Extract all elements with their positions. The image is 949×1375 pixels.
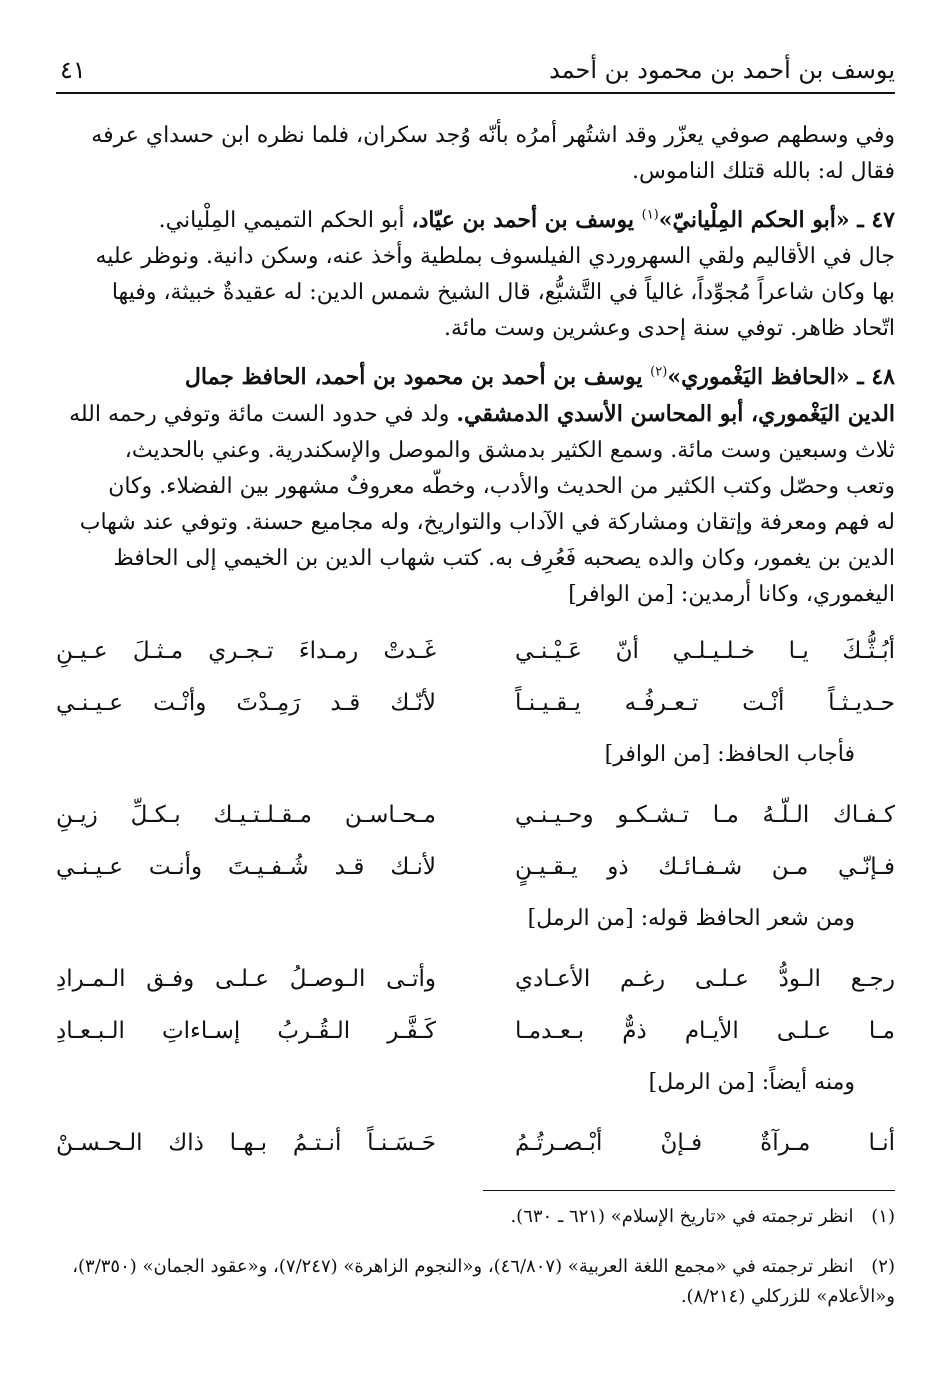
verse-first-hemistich: مـا عـلـى الأيـام ذمٌّ بـعـدمـا <box>515 1018 895 1044</box>
footnote-number: (١) <box>871 1206 895 1227</box>
opening-paragraph <box>56 118 895 190</box>
poem-1 <box>56 625 895 729</box>
verse <box>56 625 895 677</box>
footnote-text: انظر ترجمته في «مجمع اللغة العربية» (٤٦/٨٠٧)، و«النجوم الزاهرة» (٧/٢٤٧)، و«عقود الجمان» (٣/٣٥٠)، و«الأعلام» للزركلي (٨/٢١٤). <box>72 1256 895 1307</box>
entry-47-name: يوسف بن أحمد بن عيّاد، <box>411 207 642 233</box>
entry-48-name: يوسف بن أحمد بن محمود بن أحمد، الحافظ جمال <box>184 364 651 390</box>
entry-47 <box>56 202 895 347</box>
running-title: يوسف بن أحمد بن محمود بن أحمد <box>549 56 895 84</box>
text-line: بها وكان شاعراً مُجوِّداً، غالياً في التَّشيُّع، قال الشيخ شمس الدين: له عقيدةٌ خبيثة، وفيها <box>111 280 895 305</box>
entry-48-heading <box>56 359 895 396</box>
verse-second-hemistich: مـحـاسـن مـقـلـتـيـك بـكـلِّ زيـنِ <box>56 802 436 828</box>
text-line: وتعب وحصّل وكتب الكثير من الحديث والأدب، وخطّه معروفٌ مشهور بين الفضلاء. وكان <box>108 474 895 499</box>
main-text <box>56 118 895 1169</box>
text-line <box>56 396 895 433</box>
verse-second-hemistich: لأنـك قـد شُـفـيـتَ وأنـت عـيـنـي <box>56 854 436 880</box>
entry-47-kunya: أبو الحكم التميمي المِلْياني. <box>158 208 412 233</box>
verse <box>56 1117 895 1169</box>
verse-first-hemistich: فـإنّـي مـن شـفـائـك ذو يـقـيـنٍ <box>515 854 895 880</box>
entry-47-title: ٤٧ ـ «أبو الحكم المِلْيانيّ» <box>658 207 895 233</box>
footnotes <box>56 1186 895 1332</box>
footnote-ref-2[interactable]: (٢) <box>650 364 668 380</box>
text-line: ثلاث وسبعين وست مائة. وسمع الكثير بدمشق والموصل والإسكندرية. وعني بالحديث، <box>124 438 895 463</box>
text-line: اتّحاد ظاهر. توفي سنة إحدى وعشرين وست مائة. <box>444 316 895 341</box>
footnote-ref-1[interactable]: (١) <box>641 207 659 223</box>
text-line: جال في الأقاليم ولقي السهروردي الفيلسوف بملطية وأخذ عنه، وسكن دانية. ونوظر عليه <box>95 244 895 269</box>
footnote-1 <box>56 1202 895 1232</box>
poem-intro: ومن شعر الحافظ قوله: [من الرمل] <box>527 906 855 931</box>
footnote-text: انظر ترجمته في «تاريخ الإسلام» (٦٢١ ـ ٦٣٠). <box>510 1206 854 1227</box>
verse-second-hemistich: حَـسَـنـاً أنـتـمُ بـهـا ذاك الـحـسـنْ <box>56 1130 436 1156</box>
poem-intro: ومنه أيضاً: [من الرمل] <box>648 1070 855 1095</box>
poem-4 <box>56 1065 895 1169</box>
footnote-2 <box>56 1252 895 1312</box>
entry-48 <box>56 359 895 613</box>
verse-second-hemistich: كَـفَّـر الـقُـربُ إسـاءاتِ الـبـعـادِ <box>56 1018 436 1044</box>
entry-48-title: ٤٨ ـ «الحافظ اليَغْموري» <box>667 364 895 390</box>
poem-3 <box>56 901 895 1057</box>
verse-first-hemistich: أبُـثُّـكَ يـا خـلـيـلـي أنّ عَـيْـنـي <box>515 638 895 664</box>
text-line: فقال له: بالله قتلك الناموس. <box>632 159 895 184</box>
poem-intro: فأجاب الحافظ: [من الوافر] <box>604 742 855 767</box>
text-line: له فهم ومعرفة وإتقان ومشاركة في الآداب والتواريخ، وله مجاميع حسنة. وتوفي عند شهاب <box>79 510 895 535</box>
entry-48-birth: ولد في حدود الست مائة وتوفي رحمه الله <box>69 402 457 427</box>
verse-second-hemistich: غَـدتْ رمـداءَ تـجـري مـثـلَ عـيـنِ <box>56 638 436 664</box>
verse <box>56 953 895 1005</box>
verse <box>56 841 895 893</box>
entry-48-name-cont: الدين اليَغْموري، أبو المحاسن الأسدي الدمشقي. <box>456 401 895 427</box>
text-line: وفي وسطهم صوفي يعزّر وقد اشتُهر أمرُه بأنّه وُجد سكران، فلما نظره ابن حسداي عرفه <box>91 123 895 148</box>
verse-first-hemistich: رجـع الـودُّ عـلـى رغـم الأعـادي <box>515 966 895 992</box>
text-line: الدين بن يغمور، وكان والده يصحبه فَعُرِف به. كتب شهاب الدين بن الخيمي إلى الحافظ <box>113 546 895 571</box>
page-header <box>56 52 895 94</box>
verse-first-hemistich: أنـا مـرآةٌ فـإنْ أبْـصـرتُـمُ <box>515 1130 895 1156</box>
text-line: اليغموري، وكانا أرمدين: [من الوافر] <box>568 582 895 607</box>
entry-47-heading <box>56 202 895 239</box>
page-number: ٤١ <box>60 56 86 84</box>
verse <box>56 677 895 729</box>
verse <box>56 789 895 841</box>
poem-2 <box>56 737 895 893</box>
verse-first-hemistich: كـفـاك الـلّـهُ مـا تـشـكـو وحـيـنـي <box>515 802 895 828</box>
verse-second-hemistich: لأنّـك قـد رَمِـدْتَ وأنْـت عـيـنـي <box>56 690 436 716</box>
verse-second-hemistich: وأتـى الـوصـلُ عـلـى وفـق الـمـرادِ <box>56 966 436 992</box>
verse-first-hemistich: حـديـثـاً أنْـت تـعـرفُـه يـقـيـنـاً <box>515 690 895 716</box>
verse <box>56 1005 895 1057</box>
footnote-number: (٢) <box>871 1256 895 1277</box>
